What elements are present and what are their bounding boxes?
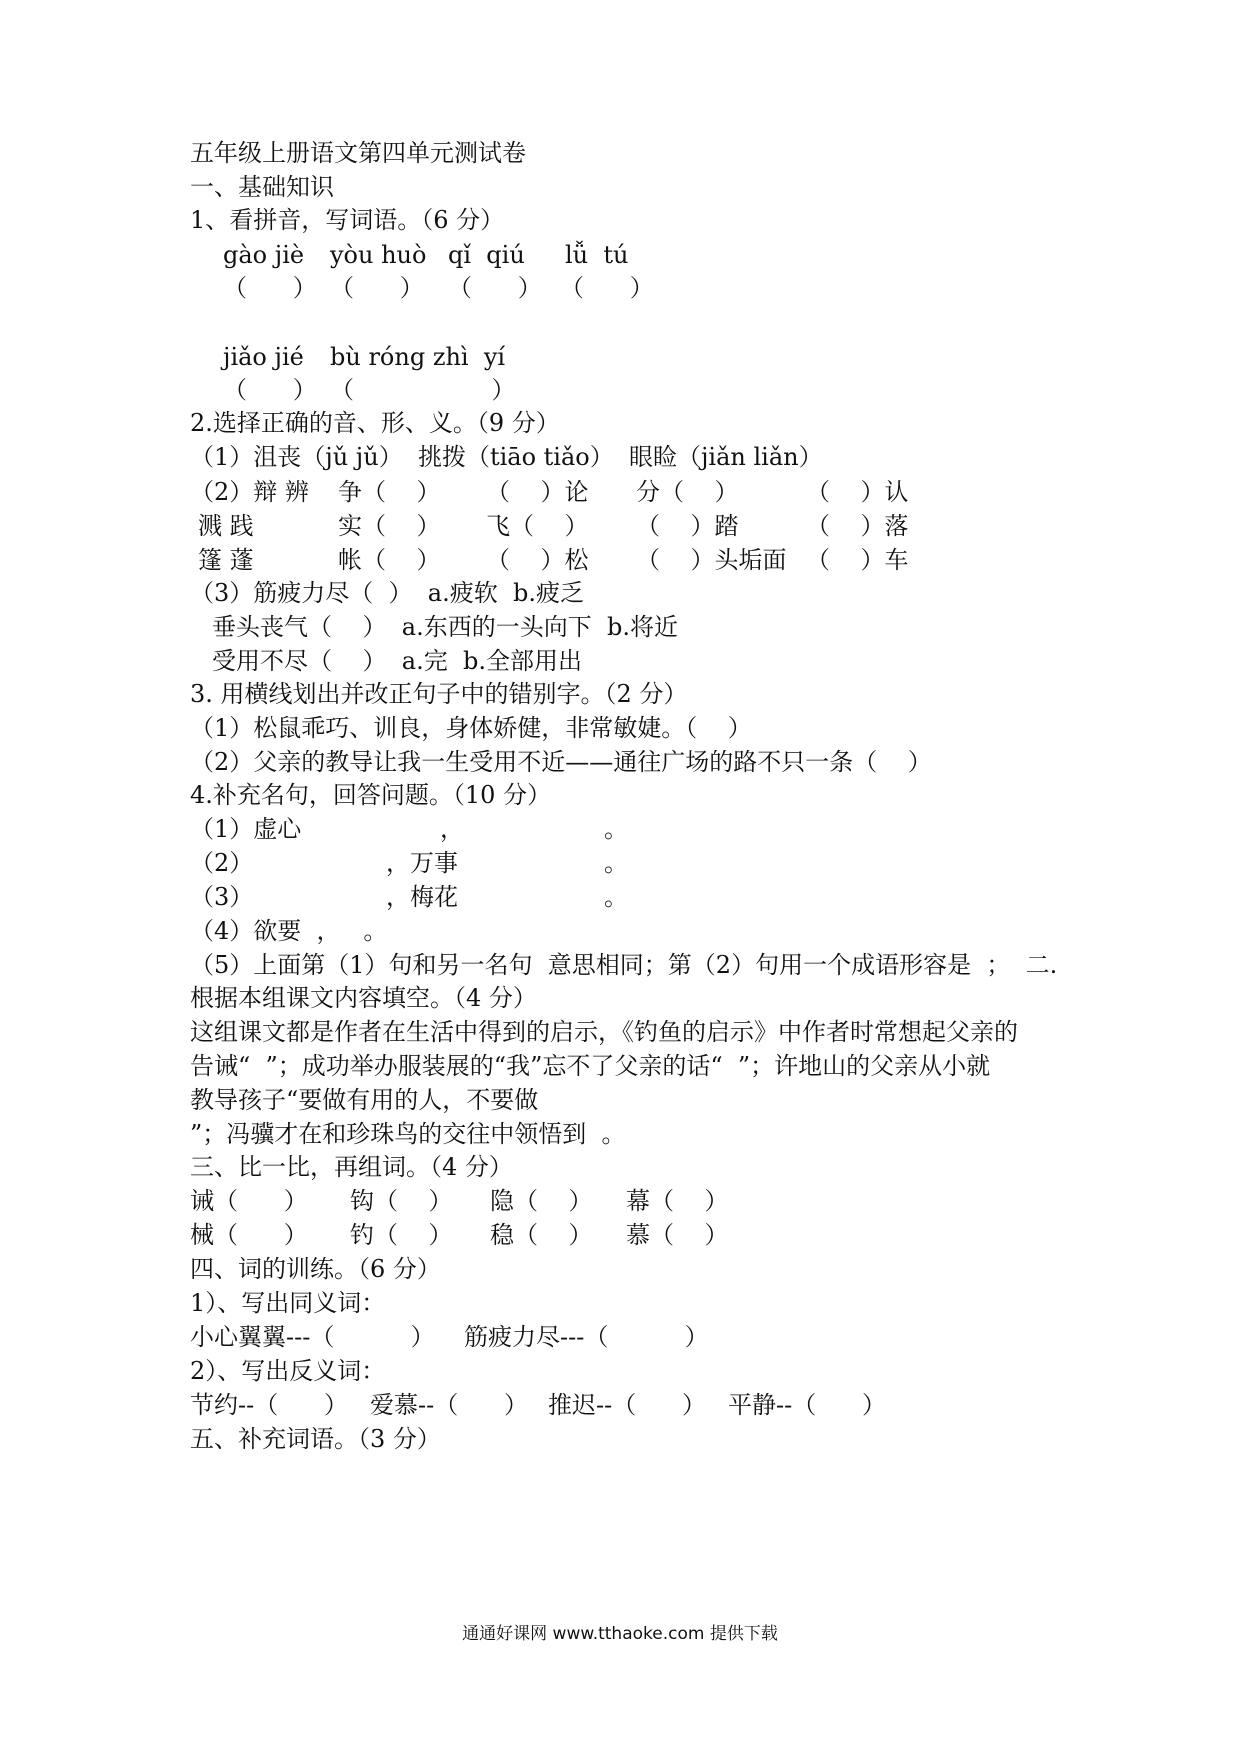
section-2-text: 告诫“ ”；成功举办服装展的“我”忘不了父亲的话“ ”；许地山的父亲从小就	[190, 1052, 991, 1080]
word-group-cell: 诫（ ）	[190, 1187, 308, 1215]
q2-char-pair: （2）辩 辨	[190, 478, 309, 506]
q4-part3-mid: ，梅花	[386, 883, 458, 911]
section-3-heading: 三、比一比，再组词。（4 分）	[190, 1153, 513, 1181]
synonym-item: 小心翼翼---（ ）	[190, 1323, 435, 1351]
q2-cell: 飞（ ）	[486, 512, 589, 540]
q2-cell: （ ）踏	[636, 512, 739, 540]
q2-cell: （ ）头垢面	[636, 546, 787, 574]
footer-credit: 通通好课网 www.tthaoke.com 提供下载	[462, 1624, 778, 1644]
q2-cell: 分（ ）	[636, 478, 739, 506]
q3-part1: （1）松鼠乖巧、训良，身体娇健，非常敏婕。（ ）	[190, 714, 752, 742]
q4-part2-end: 。	[604, 849, 628, 877]
q4-part1-end: 。	[604, 815, 628, 843]
word-group-cell: 稳（ ）	[490, 1221, 593, 1249]
section-2-text: 这组课文都是作者在生活中得到的启示，《钓鱼的启示》中作者时常想起父亲的	[190, 1018, 1018, 1046]
section-4-heading: 四、词的训练。（6 分）	[190, 1255, 441, 1283]
word-group-cell: 隐（ ）	[490, 1187, 593, 1215]
word-group-cell: 幕（ ）	[626, 1187, 729, 1215]
q4-part4: （4）欲要 ， 。	[190, 917, 388, 945]
section-2-heading: 根据本组课文内容填空。（4 分）	[190, 984, 537, 1012]
antonym-item: 爱慕--（ ）	[370, 1391, 528, 1419]
pinyin-item: jiǎo jié	[223, 343, 304, 371]
q3-label: 3. 用横线划出并改正句子中的错别字。（2 分）	[190, 680, 688, 708]
q2-cell: （ ）车	[806, 546, 909, 574]
pinyin-item: qǐ qiú	[448, 241, 525, 269]
answer-blank: （ ）	[448, 274, 542, 302]
q4-part2-start: （2）	[190, 849, 254, 877]
q4-part3-start: （3）	[190, 883, 254, 911]
q1-label: 1、看拼音，写词语。（6 分）	[190, 206, 505, 234]
q2-cell: 实（ ）	[338, 512, 441, 540]
pinyin-item: yòu huò	[330, 241, 427, 269]
q4-label: 4.补充名句，回答问题。（10 分）	[190, 781, 552, 809]
q4-part1-mid: ，	[440, 815, 464, 843]
synonym-item: 筋疲力尽---（ ）	[464, 1323, 709, 1351]
antonym-label: 2）、写出反义词：	[190, 1357, 386, 1385]
section-5-heading: 五、补充词语。（3 分）	[190, 1425, 441, 1453]
answer-blank: （ ）	[223, 274, 317, 302]
pinyin-item: lǚ tú	[565, 241, 629, 269]
antonym-item: 推迟--（ ）	[548, 1391, 706, 1419]
q2-label: 2.选择正确的音、形、义。（9 分）	[190, 409, 560, 437]
q4-part5: （5）上面第（1）句和另一名句 意思相同；第（2）句用一个成语形容是 ； 二.	[190, 951, 1058, 979]
q2-char-pair: 篷 蓬	[198, 546, 254, 574]
q3-part2: （2）父亲的教导让我一生受用不近——通往广场的路不只一条（ ）	[190, 748, 932, 776]
answer-blank: （ ）	[223, 376, 317, 404]
antonym-item: 节约--（ ）	[190, 1391, 348, 1419]
page-title: 五年级上册语文第四单元测试卷	[190, 139, 526, 167]
q2-part3-line3: 受用不尽（ ） a.完 b.全部用出	[212, 647, 582, 675]
answer-blank: （ ）	[330, 376, 516, 404]
q2-cell: （ ）落	[806, 512, 909, 540]
q2-cell: 争（ ）	[338, 478, 441, 506]
q4-part2-mid: ，万事	[386, 849, 458, 877]
pinyin-item: gào jiè	[223, 241, 305, 269]
pinyin-item: bù róng zhì yí	[330, 343, 506, 371]
q2-part3-line2: 垂头丧气（ ） a.东西的一头向下 b.将近	[212, 613, 678, 641]
q2-cell: 帐（ ）	[338, 546, 441, 574]
q2-part1: （1）沮丧（jǔ jǔ） 挑拨（tiāo tiǎo） 眼睑（jiǎn liǎn）	[190, 443, 823, 471]
q2-cell: （ ）松	[486, 546, 589, 574]
q2-cell: （ ）论	[486, 478, 589, 506]
synonym-label: 1）、写出同义词：	[190, 1289, 386, 1317]
q2-char-pair: 溅 践	[198, 512, 254, 540]
section-2-text: 教导孩子“要做有用的人，不要做	[190, 1086, 539, 1114]
section-2-text: ”；冯骥才在和珍珠鸟的交往中领悟到 。	[190, 1120, 626, 1148]
section-1-heading: 一、基础知识	[190, 173, 334, 201]
antonym-item: 平静--（ ）	[728, 1391, 886, 1419]
answer-blank: （ ）	[560, 274, 654, 302]
q2-part3-line1: （3）筋疲力尽（ ） a.疲软 b.疲乏	[190, 579, 584, 607]
word-group-cell: 慕（ ）	[626, 1221, 729, 1249]
word-group-cell: 械（ ）	[190, 1221, 308, 1249]
word-group-cell: 钓（ ）	[350, 1221, 453, 1249]
q4-part3-end: 。	[604, 883, 628, 911]
answer-blank: （ ）	[330, 274, 424, 302]
q4-part1-start: （1）虚心	[190, 815, 302, 843]
q2-cell: （ ）认	[806, 478, 909, 506]
word-group-cell: 钩（ ）	[350, 1187, 453, 1215]
